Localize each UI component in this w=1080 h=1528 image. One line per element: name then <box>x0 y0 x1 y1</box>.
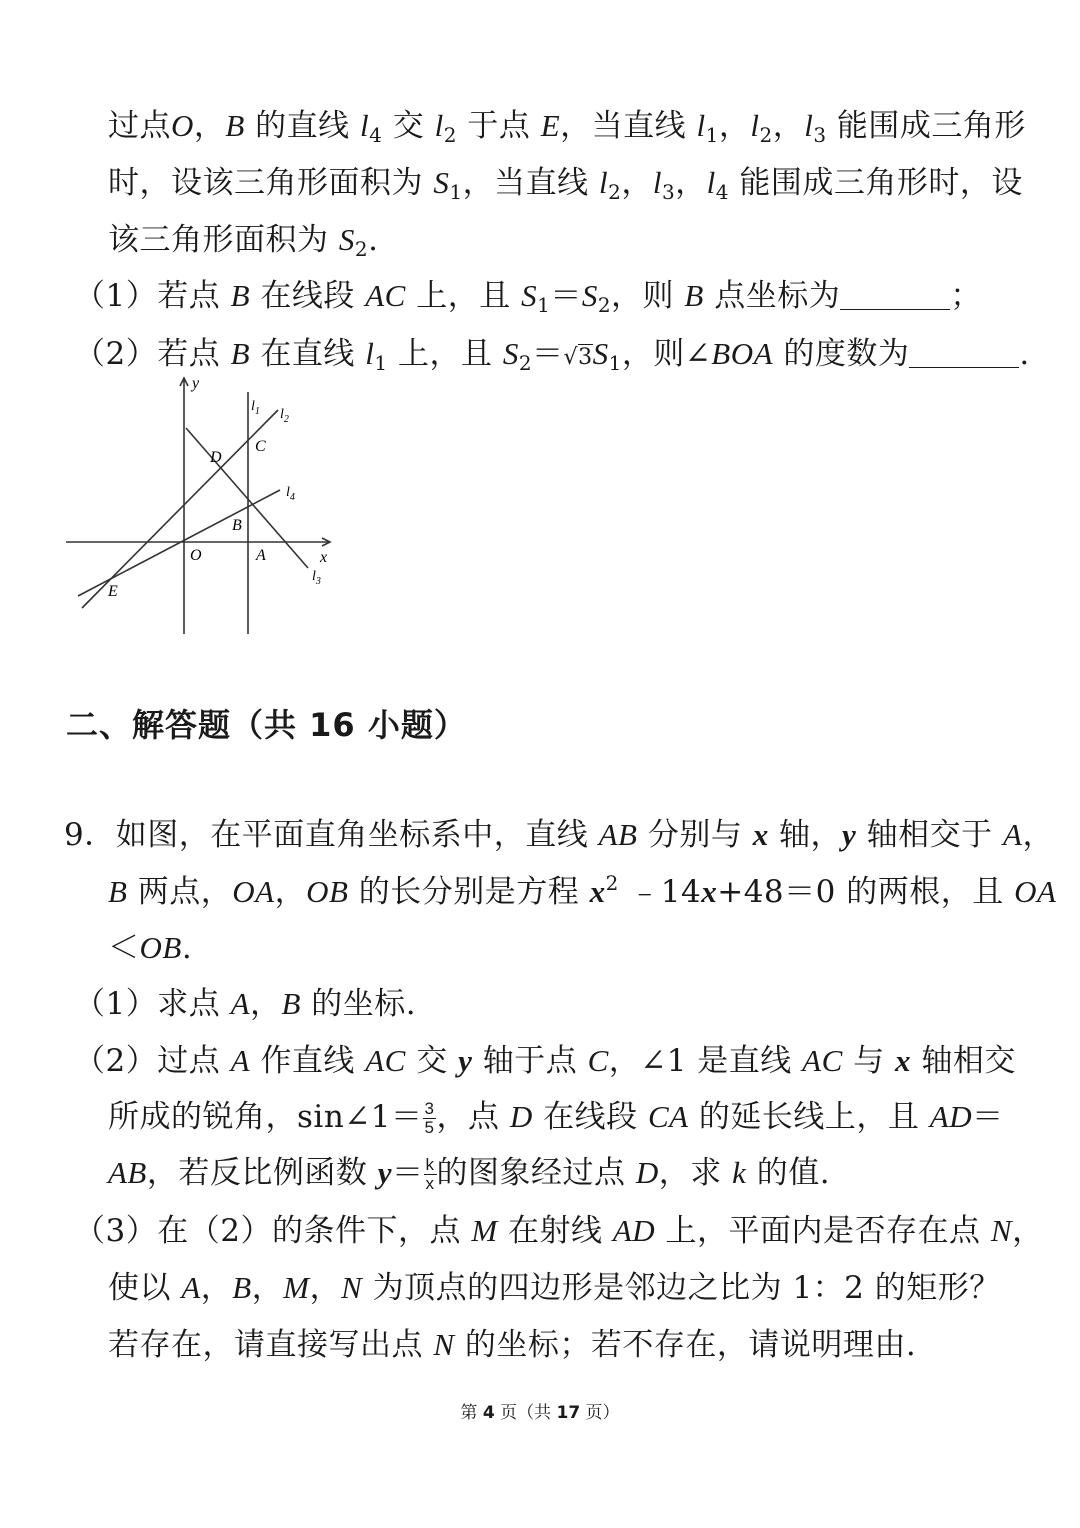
q8-text-line-3: 该三角形面积为 $S_2$. <box>108 222 379 261</box>
q9-part-2-line-1: （2）过点 A 作直线 AC 交 y 轴于点 C，∠1 是直线 AC 与 x 轴相交 <box>74 1043 1016 1079</box>
q9-part-3-line-3: 若存在，请直接写出点 N 的坐标；若不存在，请说明理由. <box>108 1327 917 1363</box>
fraction-k-x: $\frac{k}{x}$ <box>425 1155 435 1193</box>
label-l3: $l_3$ <box>312 569 321 587</box>
q8-text-line-1: 过点O，B 的直线 $l_4$ 交 $l_2$ 于点 E，当直线 $l_1$，$l_2$，$l_3$ 能围成三角形 <box>108 108 1026 147</box>
coordinate-figure <box>60 372 350 640</box>
label-x: x <box>320 549 328 566</box>
sqrt-sign: √ <box>563 345 579 370</box>
q9-part-3-line-1: （3）在（2）的条件下，点 M 在射线 AD 上，平面内是否存在点 N， <box>74 1213 1044 1249</box>
label-l2: $l_2$ <box>280 407 289 425</box>
q9-text-line-2: B 两点，OA，OB 的长分别是方程 $x^2$ ﹣14x+48＝0 的两根，且 OA <box>108 871 1057 910</box>
q8-part-2: （2）若点 B 在直线 $l_1$ 上，且 $S_2=√3S_1$，则∠BOA 的度数为 . <box>74 336 1030 375</box>
label-C: C <box>255 438 266 455</box>
label-l1: $l_1$ <box>251 399 260 417</box>
page-footer: 第 4 页（共 17 页） <box>460 1403 620 1423</box>
q9-text-line-3: ＜OB. <box>108 930 193 966</box>
label-l4: $l_4$ <box>286 485 295 503</box>
fraction-3-5: $\frac{3}{5}$ <box>424 1099 435 1137</box>
q8-part-1: （1）若点 B 在线段 AC 上，且 $S_1=S_2$，则 B 点坐标为 ； <box>74 278 982 317</box>
answer-blank-1[interactable] <box>840 279 950 310</box>
label-B: B <box>232 517 242 534</box>
q8-text-line-2: 时，设该三角形面积为 $S_1$，当直线 $l_2$，$l_3$，$l_4$ 能围成三角形时，设 <box>108 165 1023 204</box>
label-O: O <box>190 547 202 564</box>
label-D: D <box>210 449 222 466</box>
q9-part-1: （1）求点 A，B 的坐标. <box>74 986 417 1022</box>
q9-text-line-1: 9．如图，在平面直角坐标系中，直线 AB 分别与 x 轴，y 轴相交于 A， <box>64 817 1054 853</box>
label-E: E <box>108 583 118 600</box>
label-y: y <box>192 375 200 392</box>
section-title: 二、解答题（共 16 小题） <box>66 706 467 744</box>
q9-part-2-line-3: AB，若反比例函数 y＝ $\frac{k}{x}$ 的图象经过点 D，求 k 的值. <box>108 1155 831 1193</box>
q9-part-3-line-2: 使以 A，B，M，N 为顶点的四边形是邻边之比为 1：2 的矩形？ <box>108 1270 1001 1306</box>
q9-part-2-line-2: 所成的锐角，sin∠1＝ $\frac{3}{5}$ ，点 D 在线段 CA 的延长线上，且 AD＝ <box>108 1099 1004 1137</box>
answer-blank-2[interactable] <box>909 337 1019 368</box>
line-l4 <box>78 490 280 596</box>
label-A: A <box>256 547 266 564</box>
